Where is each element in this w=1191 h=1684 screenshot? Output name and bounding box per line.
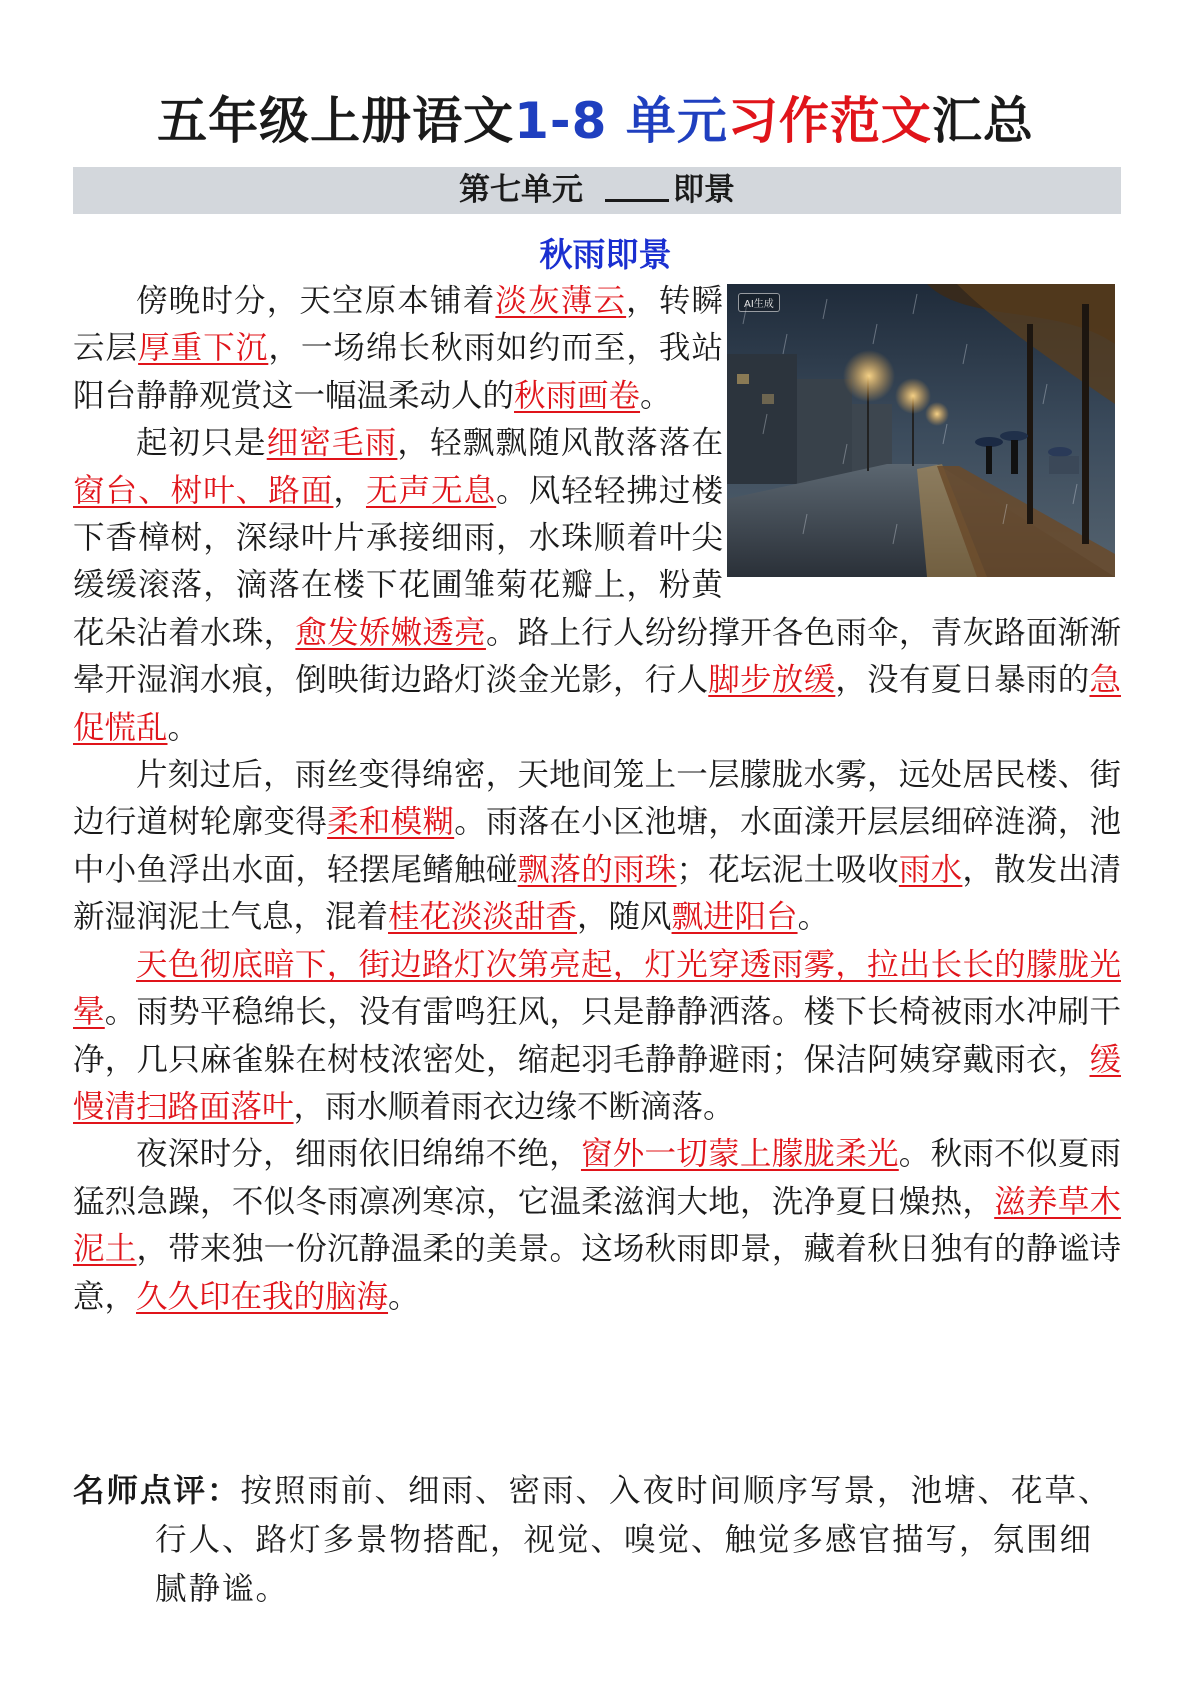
title-part-2: 1-8 单元 <box>514 92 728 150</box>
highlighted-phrase: 柔和模糊 <box>327 804 455 841</box>
text-run: ，随风 <box>577 899 672 936</box>
highlighted-phrase: 窗台、树叶、路面 <box>73 472 334 509</box>
highlighted-phrase: 急促慌乱 <box>73 662 1121 746</box>
highlighted-phrase: 无声无息 <box>365 472 497 509</box>
title-part-1: 五年级上册语文 <box>157 92 515 150</box>
highlighted-phrase: 桂花淡淡甜香 <box>388 899 578 936</box>
text-run: 。雨落在小区池塘，水面漾开层层细碎涟漪，池中小鱼浮出水面，轻摆尾鳍触碰 <box>73 804 1121 888</box>
text-run: ，一场绵长秋雨如约而至，我站阳台静静观赏这一幅温柔动人的 <box>73 330 723 414</box>
text-run: 。 <box>797 899 830 936</box>
essay-title: 秋雨即景 <box>539 235 672 274</box>
text-run: ，没有夏日暴雨的 <box>835 662 1090 699</box>
highlighted-phrase: 窗外一切蒙上朦胧柔光 <box>580 1136 899 1173</box>
text-run: ， <box>333 472 366 509</box>
text-run: ，散发出清新湿润泥土气息，混着 <box>73 851 1121 936</box>
text-run: 。 <box>167 709 200 746</box>
highlighted-phrase: 滋养草木泥土 <box>73 1183 1121 1268</box>
essay-body <box>73 278 1121 1321</box>
page-title <box>0 86 1191 156</box>
highlighted-phrase: 天色彻底暗下，街边路灯次第亮起，灯光穿透雨雾，拉出长长的朦胧光晕 <box>73 946 1121 1031</box>
teacher-comment-text: 按照雨前、细雨、密雨、入夜时间顺序写景，池塘、花草、行人、路灯多景物搭配，视觉、嗅觉、触觉多感官描写，氛围细腻静谧。 <box>155 1473 1112 1607</box>
highlighted-phrase: 久久印在我的脑海 <box>136 1278 389 1315</box>
text-run: 夜深时分，细雨依旧绵绵不绝， <box>136 1136 581 1173</box>
unit-name: 第七单元 <box>459 172 583 208</box>
text-run: ，转瞬云层 <box>73 283 723 367</box>
teacher-comment <box>73 1466 1121 1614</box>
title-part-4: 汇总 <box>931 92 1034 150</box>
text-run: ，轻飘飘随风散落落在 <box>397 425 723 462</box>
text-run: 。风轻轻拂过楼下香樟树，深绿叶片承接细雨，水珠顺着叶尖缓缓滚落，滴落在楼下花圃雏菊花瓣上，粉黄花朵沾着水珠， <box>73 472 723 651</box>
text-run: 。 <box>640 377 672 414</box>
highlighted-phrase: 秋雨画卷 <box>514 377 641 414</box>
highlighted-phrase: 淡灰薄云 <box>495 283 627 319</box>
highlighted-phrase: 脚步放缓 <box>708 662 836 699</box>
unit-blank-line <box>605 169 669 202</box>
unit-topic: 即景 <box>673 172 735 208</box>
title-part-3: 习作范文 <box>727 92 932 150</box>
highlighted-phrase: 飘进阳台 <box>671 899 798 936</box>
text-run: 。路上行人纷纷撑开各色雨伞，青灰路面渐渐晕开湿润水痕，倒映街边路灯淡金光影，行人 <box>73 614 1121 699</box>
image-float-spacer <box>737 278 1121 578</box>
highlighted-phrase: 愈发娇嫩透亮 <box>295 614 486 651</box>
text-run: 。雨势平稳绵长，没有雷鸣狂风，只是静静洒落。楼下长椅被雨水冲刷干净，几只麻雀躲在树枝浓密处，缩起羽毛静静避雨；保洁阿姨穿戴雨衣， <box>73 994 1121 1078</box>
highlighted-phrase: 飘落的雨珠 <box>517 851 677 888</box>
teacher-comment-label: 名师点评： <box>73 1472 241 1509</box>
text-run: ；花坛泥土吸收 <box>676 851 899 888</box>
highlighted-phrase: 雨水 <box>898 851 963 888</box>
text-run: ，带来独一份沉静温柔的美景。这场秋雨即景，藏着秋日独有的静谧诗意， <box>73 1231 1121 1315</box>
text-run: 傍晚时分，天空原本铺着 <box>136 283 496 319</box>
text-run: 。 <box>388 1278 420 1315</box>
essay-paragraph <box>73 1131 1121 1321</box>
text-run: ，雨水顺着雨衣边缘不断滴落。 <box>293 1088 735 1125</box>
highlighted-phrase: 厚重下沉 <box>138 330 269 367</box>
highlighted-phrase: 细密毛雨 <box>266 425 398 462</box>
essay-paragraph <box>73 752 1121 942</box>
text-run: 起初只是 <box>136 425 267 462</box>
unit-heading-bar <box>73 167 1121 214</box>
ai-generated-badge: AI生成 <box>738 293 780 312</box>
highlighted-phrase: 缓慢清扫路面落叶 <box>73 1041 1121 1125</box>
essay-paragraph <box>73 942 1121 1132</box>
text-run: 片刻过后，雨丝变得绵密，天地间笼上一层朦胧水雾，远处居民楼、街边行道树轮廓变得 <box>73 757 1121 841</box>
text-run: 。秋雨不似夏雨猛烈急躁，不似冬雨凛冽寒凉，它温柔滋润大地，洗净夏日燥热， <box>73 1136 1121 1220</box>
